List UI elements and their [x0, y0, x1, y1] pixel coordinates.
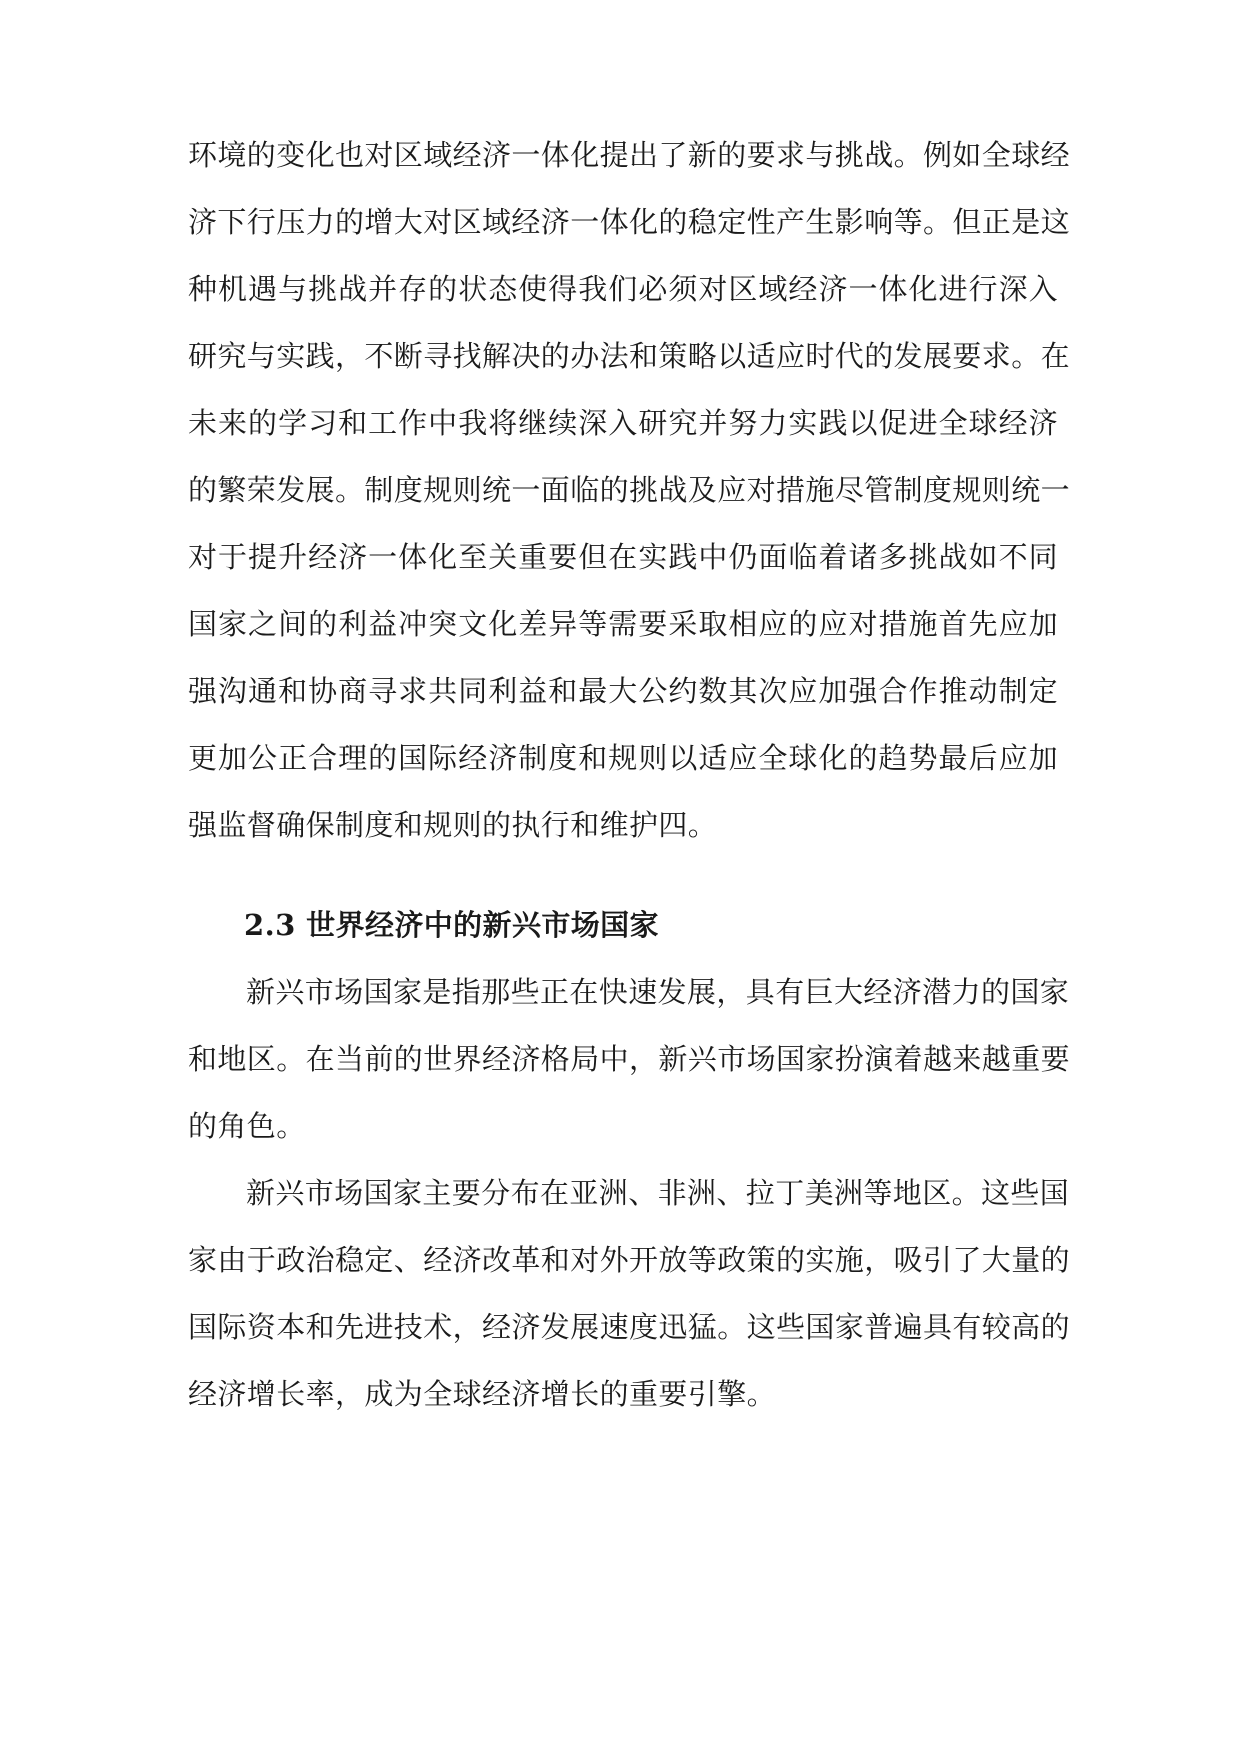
paragraph-line: 种机遇与挑战并存的状态使得我们必须对区域经济一体化进行深入: [188, 272, 1058, 306]
paragraph-line: 强监督确保制度和规则的执行和维护四。: [188, 808, 718, 842]
paragraph-line: 经济增长率，成为全球经济增长的重要引擎。: [188, 1377, 777, 1411]
section-heading: 2.3 世界经济中的新兴市场国家: [244, 908, 659, 942]
paragraph-line: 研究与实践，不断寻找解决的办法和策略以适应时代的发展要求。在: [188, 339, 1071, 373]
paragraph-line: 新兴市场国家主要分布在亚洲、非洲、拉丁美洲等地区。这些国: [246, 1176, 1070, 1210]
paragraph-line: 家由于政治稳定、经济改革和对外开放等政策的实施，吸引了大量的: [188, 1243, 1071, 1277]
paragraph-line: 未来的学习和工作中我将继续深入研究并努力实践以促进全球经济: [188, 406, 1058, 440]
paragraph-line: 更加公正合理的国际经济制度和规则以适应全球化的趋势最后应加: [188, 741, 1058, 775]
paragraph-line: 和地区。在当前的世界经济格局中，新兴市场国家扮演着越来越重要: [188, 1042, 1071, 1076]
paragraph-line: 对于提升经济一体化至关重要但在实践中仍面临着诸多挑战如不同: [188, 540, 1058, 574]
paragraph-line: 济下行压力的增大对区域经济一体化的稳定性产生影响等。但正是这: [188, 205, 1071, 239]
paragraph-line: 国家之间的利益冲突文化差异等需要采取相应的应对措施首先应加: [188, 607, 1058, 641]
paragraph-line: 强沟通和协商寻求共同利益和最大公约数其次应加强合作推动制定: [188, 674, 1058, 708]
paragraph-line: 国际资本和先进技术，经济发展速度迅猛。这些国家普遍具有较高的: [188, 1310, 1071, 1344]
paragraph-line: 的角色。: [188, 1109, 306, 1143]
paragraph-line: 的繁荣发展。制度规则统一面临的挑战及应对措施尽管制度规则统一: [188, 473, 1071, 507]
paragraph-line: 环境的变化也对区域经济一体化提出了新的要求与挑战。例如全球经: [188, 138, 1071, 172]
paragraph-line: 新兴市场国家是指那些正在快速发展，具有巨大经济潜力的国家: [246, 975, 1070, 1009]
